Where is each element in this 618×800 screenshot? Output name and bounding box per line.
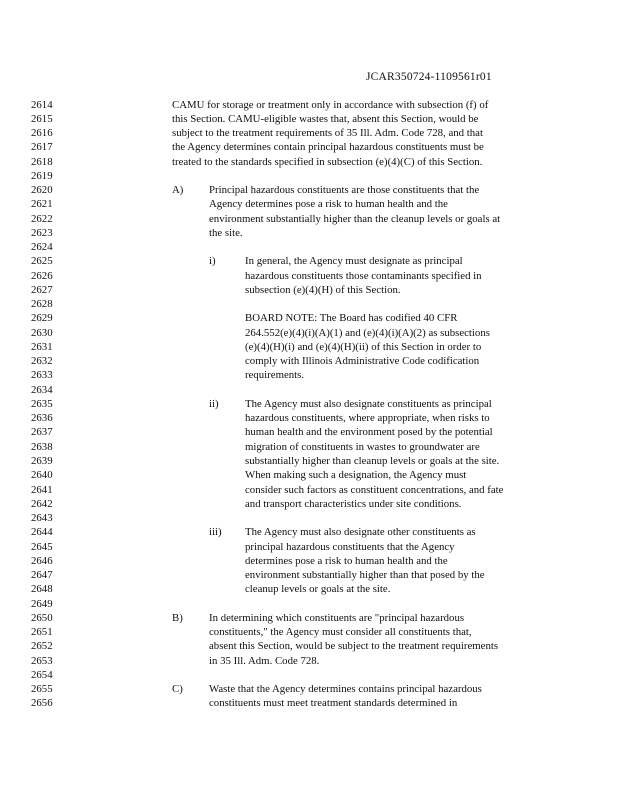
line-number: 2655 bbox=[31, 683, 53, 696]
line-2634 bbox=[0, 384, 618, 397]
line-text: determines pose a risk to human health and the bbox=[245, 554, 448, 567]
line-2614 bbox=[0, 99, 618, 112]
line-2638 bbox=[0, 441, 618, 454]
line-text: 264.552(e)(4)(i)(A)(1) and (e)(4)(i)(A)(2) as subsections bbox=[245, 326, 490, 339]
line-number: 2617 bbox=[31, 141, 53, 154]
line-text: In determining which constituents are "principal hazardous bbox=[209, 611, 465, 624]
line-number: 2648 bbox=[31, 583, 53, 596]
line-number: 2647 bbox=[31, 569, 53, 582]
line-2635 bbox=[0, 398, 618, 411]
line-number: 2632 bbox=[31, 355, 53, 368]
line-2617 bbox=[0, 141, 618, 154]
line-2652 bbox=[0, 640, 618, 653]
line-text: constituents," the Agency must consider all constituents that, bbox=[209, 626, 472, 639]
line-text: principal hazardous constituents that the Agency bbox=[245, 540, 455, 553]
line-number: 2629 bbox=[31, 312, 53, 325]
line-text: constituents must meet treatment standards determined in bbox=[209, 697, 458, 710]
line-number: 2618 bbox=[31, 155, 53, 168]
line-number: 2646 bbox=[31, 554, 53, 567]
line-text: BOARD NOTE: The Board has codified 40 CFR bbox=[245, 312, 458, 325]
line-number: 2641 bbox=[31, 483, 53, 496]
line-2651 bbox=[0, 626, 618, 639]
line-2645 bbox=[0, 541, 618, 554]
line-number: 2653 bbox=[31, 654, 53, 667]
line-2632 bbox=[0, 355, 618, 368]
subsection-label: C) bbox=[172, 683, 183, 696]
line-text: requirements. bbox=[245, 369, 305, 382]
line-number: 2640 bbox=[31, 469, 53, 482]
subsection-label: iii) bbox=[209, 526, 222, 539]
line-number: 2620 bbox=[31, 184, 53, 197]
line-number: 2633 bbox=[31, 369, 53, 382]
line-2625 bbox=[0, 255, 618, 268]
line-2629 bbox=[0, 312, 618, 325]
line-2624 bbox=[0, 241, 618, 254]
line-text: The Agency must also designate other constituents as bbox=[245, 526, 476, 539]
subsection-label: A) bbox=[172, 184, 184, 197]
line-2630 bbox=[0, 327, 618, 340]
line-2640 bbox=[0, 469, 618, 482]
line-number: 2626 bbox=[31, 269, 53, 282]
line-number: 2635 bbox=[31, 397, 53, 410]
line-text: comply with Illinois Administrative Code codification bbox=[245, 355, 480, 368]
line-number: 2636 bbox=[31, 412, 53, 425]
line-2641 bbox=[0, 484, 618, 497]
line-number: 2622 bbox=[31, 212, 53, 225]
line-number: 2631 bbox=[31, 340, 53, 353]
line-text: (e)(4)(H)(i) and (e)(4)(H)(ii) of this Section in order to bbox=[245, 340, 482, 353]
line-number: 2628 bbox=[31, 298, 53, 311]
line-text: hazardous constituents those contaminants specified in bbox=[245, 269, 482, 282]
line-text: subject to the treatment requirements of 35 Ill. Adm. Code 728, and that bbox=[172, 127, 483, 140]
line-number: 2651 bbox=[31, 626, 53, 639]
line-2633 bbox=[0, 369, 618, 382]
line-text: In general, the Agency must designate as principal bbox=[245, 255, 463, 268]
line-2627 bbox=[0, 284, 618, 297]
line-text: When making such a designation, the Agency must bbox=[245, 469, 467, 482]
line-2647 bbox=[0, 569, 618, 582]
subsection-label: ii) bbox=[209, 397, 219, 410]
line-text: human health and the environment posed by the potential bbox=[245, 426, 493, 439]
line-text: in 35 Ill. Adm. Code 728. bbox=[209, 654, 320, 667]
line-text: and transport characteristics under site conditions. bbox=[245, 497, 462, 510]
line-text: migration of constituents in wastes to groundwater are bbox=[245, 440, 480, 453]
line-2648 bbox=[0, 583, 618, 596]
line-2631 bbox=[0, 341, 618, 354]
line-number: 2625 bbox=[31, 255, 53, 268]
line-text: this Section. CAMU-eligible wastes that, absent this Section, would be bbox=[172, 112, 479, 125]
line-2656 bbox=[0, 697, 618, 710]
line-2620 bbox=[0, 184, 618, 197]
subsection-label: i) bbox=[209, 255, 216, 268]
line-number: 2624 bbox=[31, 241, 53, 254]
line-number: 2649 bbox=[31, 597, 53, 610]
line-text: Waste that the Agency determines contains principal hazardous bbox=[209, 683, 482, 696]
line-text: treated to the standards specified in subsection (e)(4)(C) of this Section. bbox=[172, 155, 483, 168]
line-2616 bbox=[0, 127, 618, 140]
line-number: 2637 bbox=[31, 426, 53, 439]
line-number: 2642 bbox=[31, 497, 53, 510]
line-text: Principal hazardous constituents are those constituents that the bbox=[209, 184, 480, 197]
line-number: 2621 bbox=[31, 198, 53, 211]
line-text: hazardous constituents, where appropriate, when risks to bbox=[245, 412, 490, 425]
line-number: 2616 bbox=[31, 127, 53, 140]
line-text: subsection (e)(4)(H) of this Section. bbox=[245, 283, 401, 296]
line-text: the site. bbox=[209, 226, 243, 239]
line-text: consider such factors as constituent concentrations, and fate bbox=[245, 483, 504, 496]
line-2622 bbox=[0, 213, 618, 226]
line-2650 bbox=[0, 612, 618, 625]
line-text: CAMU for storage or treatment only in accordance with subsection (f) of bbox=[172, 98, 489, 111]
line-2628 bbox=[0, 298, 618, 311]
line-number: 2627 bbox=[31, 283, 53, 296]
line-number: 2619 bbox=[31, 169, 53, 182]
line-2643 bbox=[0, 512, 618, 525]
line-number: 2634 bbox=[31, 383, 53, 396]
line-number: 2644 bbox=[31, 526, 53, 539]
line-text: environment substantially higher than the cleanup levels or goals at bbox=[209, 212, 501, 225]
line-2653 bbox=[0, 655, 618, 668]
line-text: cleanup levels or goals at the site. bbox=[245, 583, 391, 596]
line-text: Agency determines pose a risk to human health and the bbox=[209, 198, 448, 211]
document-id-header: JCAR350724-1109561r01 bbox=[366, 71, 492, 83]
line-2644 bbox=[0, 526, 618, 539]
subsection-label: B) bbox=[172, 611, 183, 624]
line-number: 2623 bbox=[31, 226, 53, 239]
line-text: The Agency must also designate constituents as principal bbox=[245, 397, 492, 410]
line-2637 bbox=[0, 426, 618, 439]
line-number: 2654 bbox=[31, 668, 53, 681]
line-text: absent this Section, would be subject to the treatment requirements bbox=[209, 640, 499, 653]
line-2646 bbox=[0, 555, 618, 568]
line-2654 bbox=[0, 669, 618, 682]
line-2615 bbox=[0, 113, 618, 126]
line-2623 bbox=[0, 227, 618, 240]
line-number: 2639 bbox=[31, 455, 53, 467]
line-number: 2630 bbox=[31, 326, 53, 339]
line-number: 2656 bbox=[31, 697, 53, 710]
line-number: 2638 bbox=[31, 440, 53, 453]
line-text: environment substantially higher than that posed by the bbox=[245, 569, 485, 582]
line-number: 2614 bbox=[31, 98, 53, 111]
line-number: 2650 bbox=[31, 611, 53, 624]
line-2636 bbox=[0, 412, 618, 425]
line-2655 bbox=[0, 683, 618, 696]
line-2626 bbox=[0, 270, 618, 283]
line-2642 bbox=[0, 498, 618, 511]
line-2619 bbox=[0, 170, 618, 183]
line-2649 bbox=[0, 598, 618, 611]
line-number: 2615 bbox=[31, 112, 53, 125]
line-text: substantially higher than cleanup levels or goals at the site. bbox=[245, 455, 500, 467]
line-text: the Agency determines contain principal hazardous constituents must be bbox=[172, 141, 484, 154]
line-number: 2652 bbox=[31, 640, 53, 653]
line-number: 2645 bbox=[31, 540, 53, 553]
line-2621 bbox=[0, 198, 618, 211]
line-number: 2643 bbox=[31, 512, 53, 525]
line-2618 bbox=[0, 156, 618, 169]
line-2639 bbox=[0, 455, 618, 468]
